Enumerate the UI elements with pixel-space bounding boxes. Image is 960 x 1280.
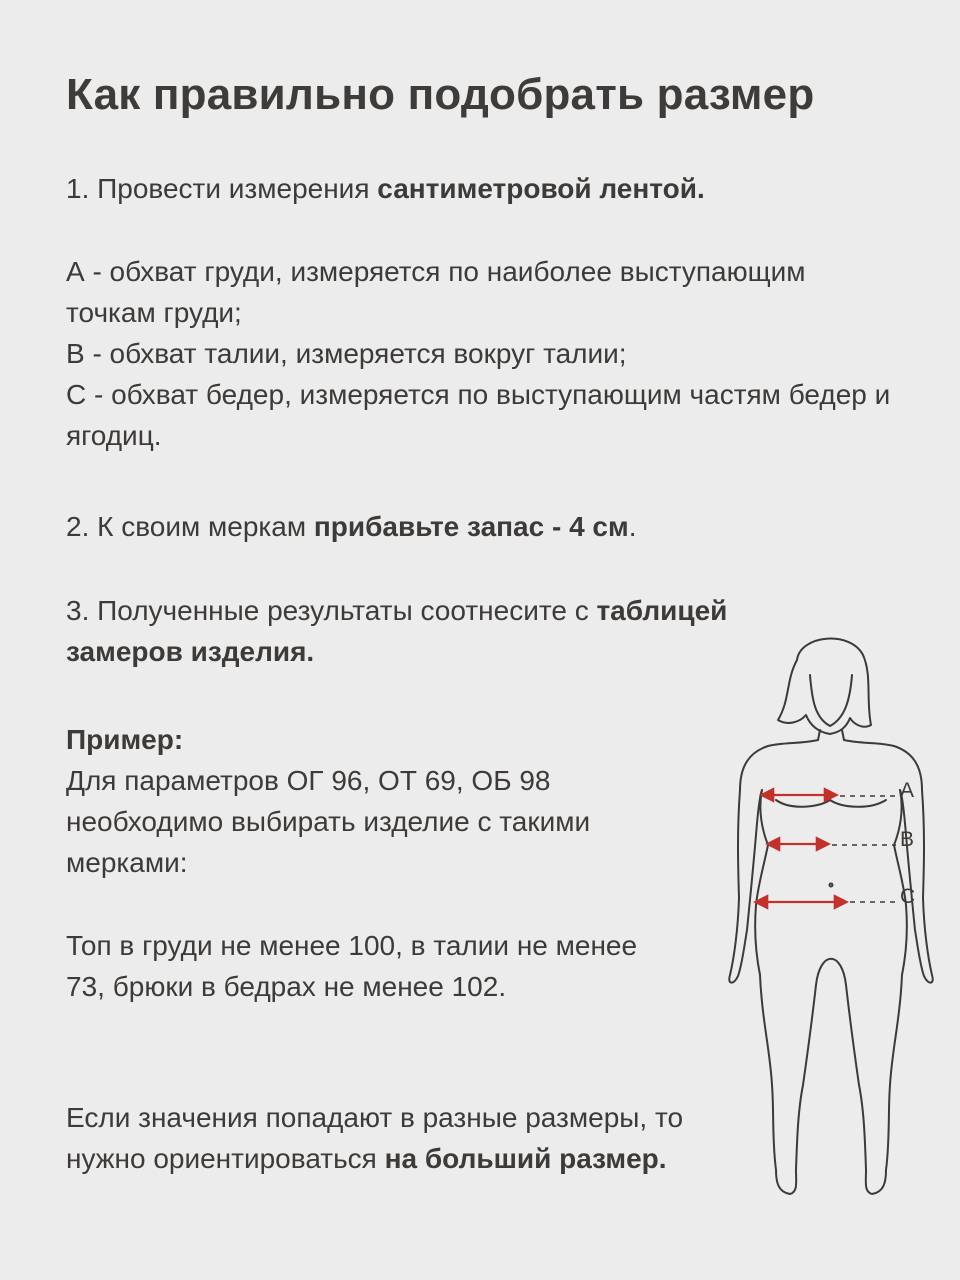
- advice-text: Если значения попадают в разные размеры, то нужно ориентироваться: [66, 1102, 684, 1174]
- step-1-text: 1. Провести измерения: [66, 173, 378, 204]
- advice-bold: на больший размер.: [384, 1143, 667, 1174]
- step-2-bold: прибавьте запас - 4 см: [313, 511, 629, 542]
- measure-c: С - обхват бедер, измеряется по выступающим частям бедер и ягодиц.: [66, 379, 891, 451]
- step-2-text: 2. К своим меркам: [66, 511, 314, 542]
- step-1-bold: сантиметровой лентой.: [377, 173, 705, 204]
- step-2: [66, 506, 637, 547]
- body-measurement-figure: [700, 630, 940, 1210]
- step-2-end: .: [628, 511, 637, 542]
- advice: [66, 1097, 726, 1179]
- page-title: Как правильно подобрать размер: [66, 70, 815, 119]
- example: [66, 719, 706, 883]
- body-outline-icon: [729, 639, 932, 1194]
- label-c: C: [900, 885, 916, 908]
- label-b: B: [900, 828, 915, 851]
- step-3-bold: таблицей замеров изделия.: [66, 595, 728, 667]
- example-result: Топ в груди не менее 100, в талии не менее 73, брюки в бедрах не менее 102.: [66, 930, 638, 1002]
- measure-b: В - обхват талии, измеряется вокруг талии;: [66, 338, 627, 369]
- step-3-text: 3. Полученные результаты соотнесите с: [66, 595, 597, 626]
- step-1: [66, 168, 705, 209]
- step-3: [66, 590, 766, 672]
- label-a: A: [900, 779, 915, 802]
- measurement-descriptions: [66, 251, 896, 456]
- example-heading: Пример:: [66, 724, 184, 755]
- measure-a: А - обхват груди, измеряется по наиболее выступающим точкам груди;: [66, 256, 806, 328]
- leader-lines: [832, 796, 896, 902]
- example-text: Для параметров ОГ 96, ОТ 69, ОБ 98 необходимо выбирать изделие с такими мерками:: [66, 765, 591, 878]
